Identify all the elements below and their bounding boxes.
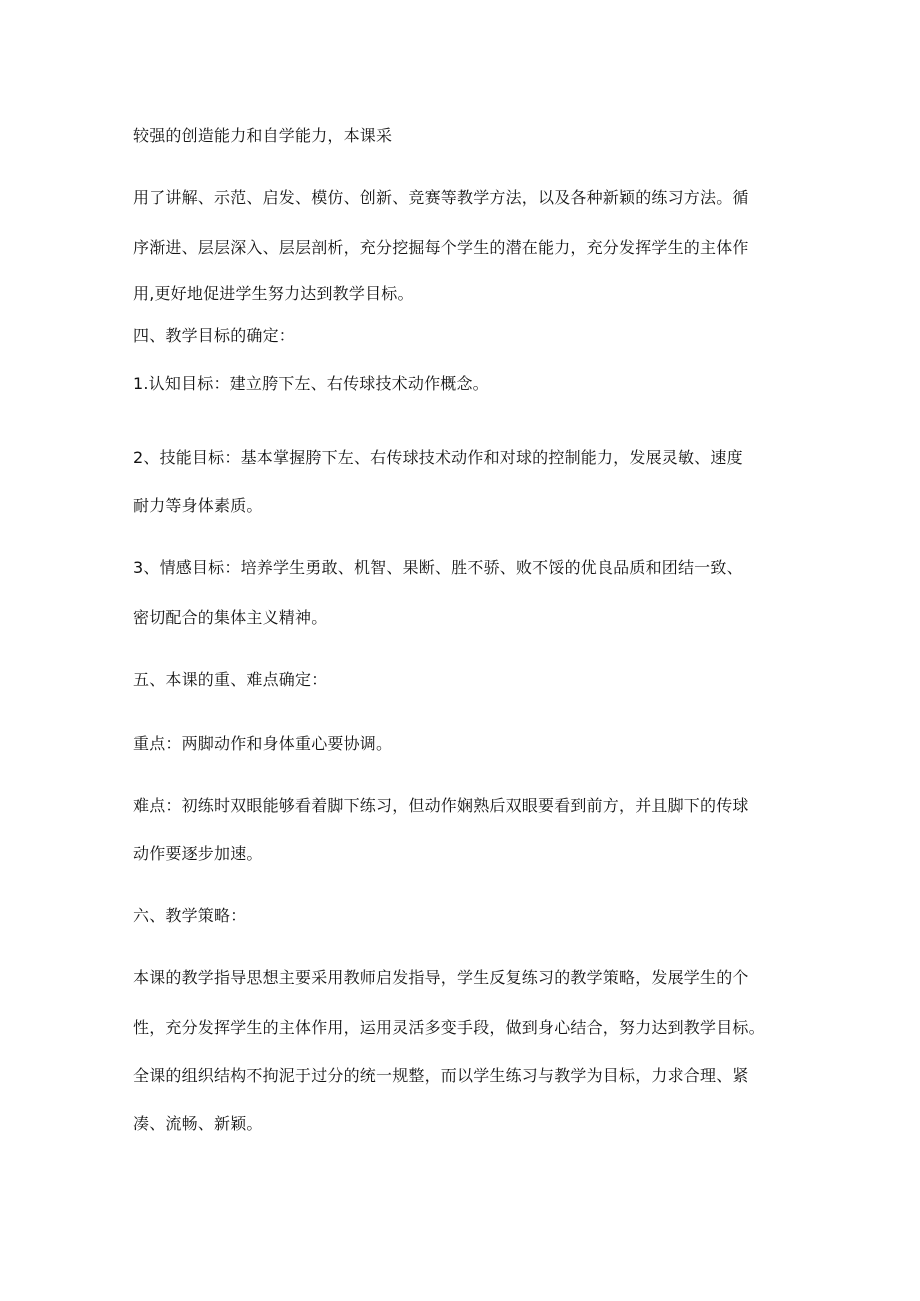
text-line-16: 本课的教学指导思想主要采用教师启发指导，学生反复练习的教学策略，发展学生的个	[133, 968, 749, 987]
text-line-12: 重点：两脚动作和身体重心要协调。	[133, 734, 393, 753]
section-heading-5: 五、本课的重、难点确定：	[133, 670, 328, 689]
text-line-2: 用了讲解、示范、启发、模仿、创新、竞赛等教学方法，以及各种新颖的练习方法。循	[133, 188, 749, 207]
text-line-6: 1.认知目标：建立胯下左、右传球技术动作概念。	[133, 374, 489, 393]
text-line-10: 密切配合的集体主义精神。	[133, 608, 328, 627]
text-line-14: 动作要逐步加速。	[133, 844, 263, 863]
text-line-17: 性，充分发挥学生的主体作用，运用灵活多变手段，做到身心结合，努力达到教学目标。	[133, 1018, 765, 1037]
text-line-18: 全课的组织结构不拘泥于过分的统一规整，而以学生练习与教学为目标，力求合理、紧	[133, 1066, 749, 1085]
text-line-3: 序渐进、层层深入、层层剖析，充分挖掘每个学生的潜在能力，充分发挥学生的主体作	[133, 238, 749, 257]
text-line-13: 难点：初练时双眼能够看着脚下练习，但动作娴熟后双眼要看到前方，并且脚下的传球	[133, 796, 749, 815]
text-line-19: 凑、流畅、新颖。	[133, 1114, 263, 1133]
text-line-8: 耐力等身体素质。	[133, 496, 263, 515]
section-heading-4: 四、教学目标的确定：	[133, 326, 296, 345]
text-line-7: 2、技能目标：基本掌握胯下左、右传球技术动作和对球的控制能力，发展灵敏、速度	[133, 448, 743, 467]
text-line-4: 用,更好地促进学生努力达到教学目标。	[133, 284, 414, 303]
section-heading-6: 六、教学策略：	[133, 906, 247, 925]
text-line-1: 较强的创造能力和自学能力，本课采	[133, 126, 393, 145]
text-line-9: 3、情感目标：培养学生勇敢、机智、果断、胜不骄、败不馁的优良品质和团结一致、	[133, 558, 743, 577]
